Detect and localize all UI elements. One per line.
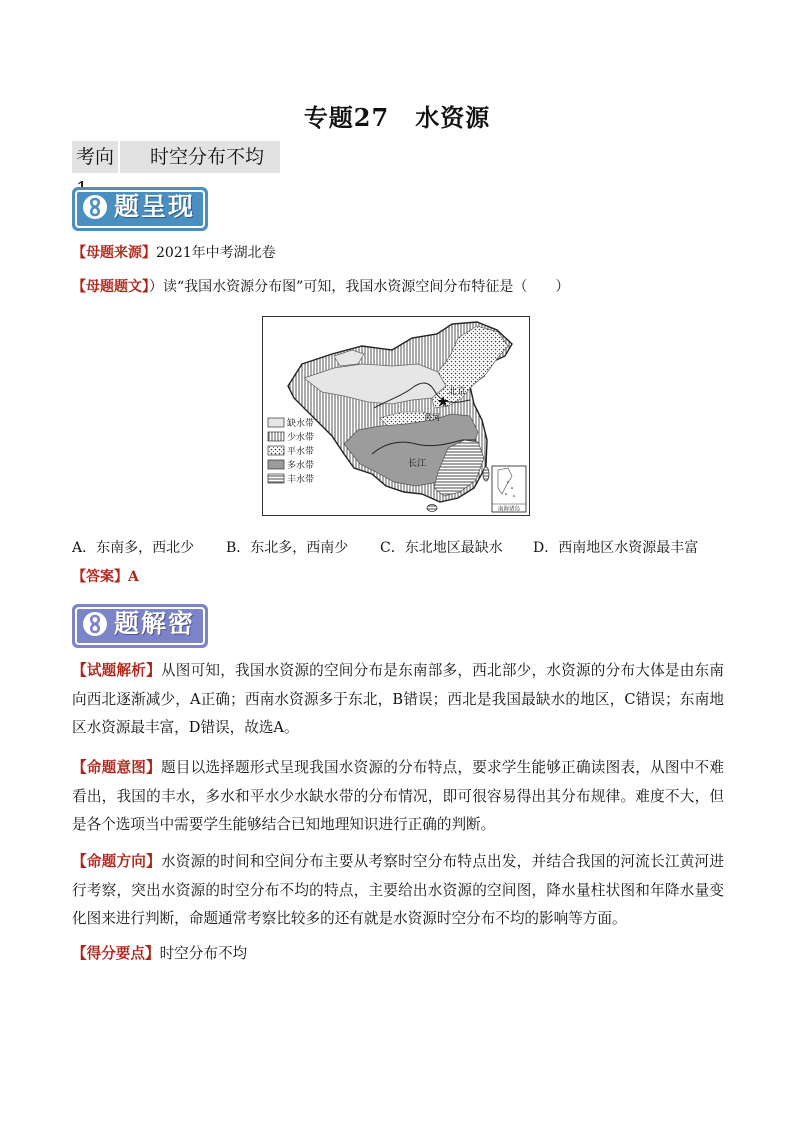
map-label-huanghe: 黄河 — [424, 413, 440, 422]
title-topic-name: 水资源 — [415, 103, 491, 132]
loop-icon — [82, 194, 108, 220]
analysis-paragraph: 【试题解析】从图可知，我国水资源的空间分布是东南部多，西北部少，水资源的分布大体是由东南向西北逐渐减少，A正确；西南水资源多于东北，B错误；西北是我国最缺水的地区，C错误；东南地区水资源最丰富，D错误，故选A。 — [72, 662, 724, 736]
question-source: 【母题来源】2021年中考湖北卷 — [72, 245, 276, 261]
option-b: B．东北多，西南少 — [226, 540, 349, 556]
section-tag-label: 考向 — [72, 141, 118, 173]
map-inset-label: 南海诸岛 — [497, 506, 521, 513]
option-d: D．西南地区水资源最丰富 — [533, 540, 699, 556]
option-c: C．东北地区最缺水 — [380, 540, 503, 556]
answer-value: A — [128, 569, 139, 585]
key-points-paragraph: 【得分要点】时空分布不均 — [72, 945, 248, 962]
legend-item-1: 缺水带 — [287, 419, 315, 429]
legend-item-4: 多水带 — [287, 461, 315, 471]
explain-badge-text: 题解密 — [114, 609, 196, 638]
answer-line: 【答案】A — [72, 569, 139, 585]
map-label-beijing: 北京 — [448, 387, 467, 397]
question-stem: 【母题题文】）读“我国水资源分布图”可知，我国水资源空间分布特征是（ ） — [72, 279, 570, 295]
direction-paragraph: 【命题方向】水资源的时间和空间分布主要从考察时空分布特点出发，并结合我国的河流长江黄河进行考察，突出水资源的时空分布不均的特点，主要给出水资源的空间图，降水量柱状图和年降水量变化图来进行判断，命题通常考察比较多的还有就是水资源时空分布不均的影响等方面。 — [72, 853, 724, 927]
water-resource-map — [262, 316, 530, 516]
page-title — [0, 98, 794, 133]
map-legend — [268, 417, 314, 485]
legend-item-2: 少水带 — [287, 433, 315, 443]
map-label-changjiang: 长江 — [408, 459, 427, 469]
legend-item-3: 平水带 — [287, 447, 315, 457]
present-badge-text: 题呈现 — [114, 192, 196, 221]
section-tag-text: 时空分布不均 — [120, 141, 280, 173]
title-topic-number: 专题27 — [303, 103, 390, 132]
explain-badge — [72, 604, 208, 648]
option-a: A．东南多，西北少 — [72, 540, 195, 556]
intent-paragraph: 【命题意图】题目以选择题形式呈现我国水资源的分布特点，要求学生能够正确读图表，从图中不难看出，我国的丰水，多水和平水少水缺水带的分布情况，即可很容易得出其分布规律。难度不大，但是各个选项当中需要学生能够结合已知地理知识进行正确的判断。 — [72, 759, 724, 833]
present-badge — [72, 187, 208, 231]
legend-item-5: 丰水带 — [287, 475, 315, 485]
loop-icon — [82, 611, 108, 637]
